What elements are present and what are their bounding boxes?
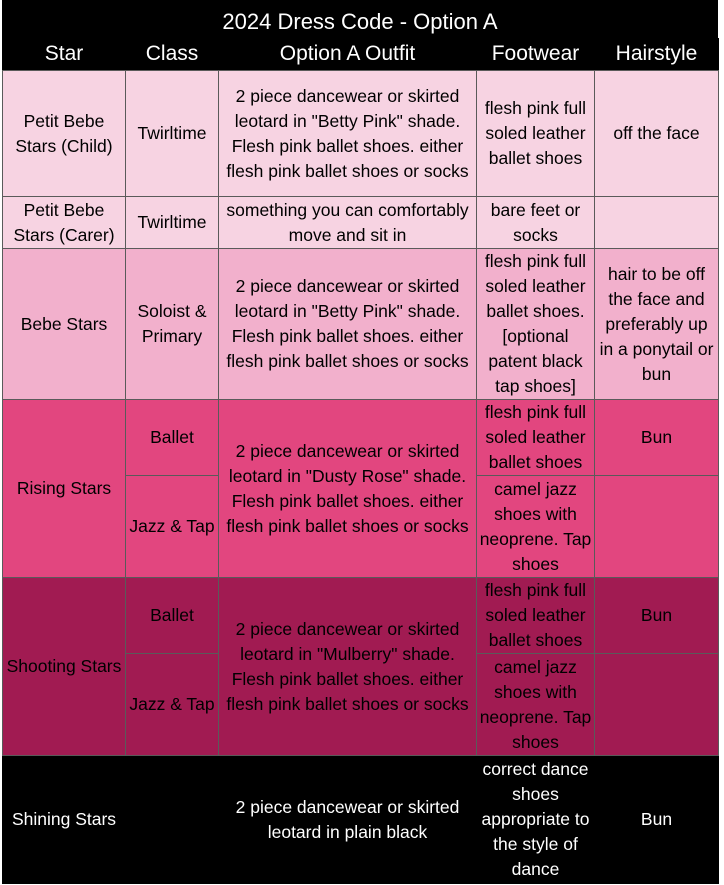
- hairstyle-cell: [595, 654, 719, 756]
- header-row: [3, 38, 719, 71]
- outfit-cell: something you can comfortably move and sit in: [219, 197, 477, 249]
- table-row: [3, 71, 719, 197]
- dress-code-table: [2, 38, 719, 884]
- hairstyle-cell: hair to be off the face and preferably up in a ponytail or bun: [595, 249, 719, 400]
- hairstyle-cell: Bun: [595, 400, 719, 476]
- outfit-cell: 2 piece dancewear or skirted leotard in "Dusty Rose" shade. Flesh pink ballet shoes. either flesh pink ballet shoes or socks: [219, 400, 477, 578]
- star-cell: Rising Stars: [3, 400, 126, 578]
- footwear-cell: flesh pink full soled leather ballet shoes: [477, 71, 595, 197]
- class-cell: [126, 756, 219, 884]
- footwear-cell: correct dance shoes appropriate to the style of dance: [477, 756, 595, 884]
- class-cell: Jazz & Tap: [126, 654, 219, 756]
- hairstyle-cell: Bun: [595, 756, 719, 884]
- outfit-cell: 2 piece dancewear or skirted leotard in "Betty Pink" shade. Flesh pink ballet shoes. either flesh pink ballet shoes or socks: [219, 71, 477, 197]
- footwear-cell: flesh pink full soled leather ballet shoes. [optional patent black tap shoes]: [477, 249, 595, 400]
- outfit-cell: 2 piece dancewear or skirted leotard in "Betty Pink" shade. Flesh pink ballet shoes. either flesh pink ballet shoes or socks: [219, 249, 477, 400]
- class-cell: Ballet: [126, 400, 219, 476]
- class-cell: Ballet: [126, 578, 219, 654]
- class-cell: Jazz & Tap: [126, 476, 219, 578]
- table-row: [3, 197, 719, 249]
- class-cell: Twirltime: [126, 71, 219, 197]
- header-footwear: Footwear: [477, 38, 595, 71]
- hairstyle-cell: [595, 476, 719, 578]
- class-cell: Soloist & Primary: [126, 249, 219, 400]
- footwear-cell: flesh pink full soled leather ballet shoes: [477, 400, 595, 476]
- hairstyle-cell: off the face: [595, 71, 719, 197]
- table-row: [3, 756, 719, 884]
- page-title: 2024 Dress Code - Option A: [222, 9, 498, 34]
- table-row: [3, 400, 719, 476]
- header-hairstyle: Hairstyle: [595, 38, 719, 71]
- outfit-cell: 2 piece dancewear or skirted leotard in plain black: [219, 756, 477, 884]
- footwear-cell: camel jazz shoes with neoprene. Tap shoes: [477, 654, 595, 756]
- header-outfit: Option A Outfit: [219, 38, 477, 71]
- star-cell: Petit Bebe Stars (Carer): [3, 197, 126, 249]
- class-cell: Twirltime: [126, 197, 219, 249]
- header-class: Class: [126, 38, 219, 71]
- hairstyle-cell: [595, 197, 719, 249]
- outfit-cell: 2 piece dancewear or skirted leotard in "Mulberry" shade. Flesh pink ballet shoes. either flesh pink ballet shoes or socks: [219, 578, 477, 756]
- star-cell: Bebe Stars: [3, 249, 126, 400]
- footwear-cell: camel jazz shoes with neoprene. Tap shoes: [477, 476, 595, 578]
- hairstyle-cell: Bun: [595, 578, 719, 654]
- header-star: Star: [3, 38, 126, 71]
- footwear-cell: flesh pink full soled leather ballet shoes: [477, 578, 595, 654]
- table-row: [3, 578, 719, 654]
- dress-code-sheet: [2, 0, 718, 881]
- table-row: [3, 249, 719, 400]
- star-cell: Shining Stars: [3, 756, 126, 884]
- star-cell: Petit Bebe Stars (Child): [3, 71, 126, 197]
- star-cell: Shooting Stars: [3, 578, 126, 756]
- footwear-cell: bare feet or socks: [477, 197, 595, 249]
